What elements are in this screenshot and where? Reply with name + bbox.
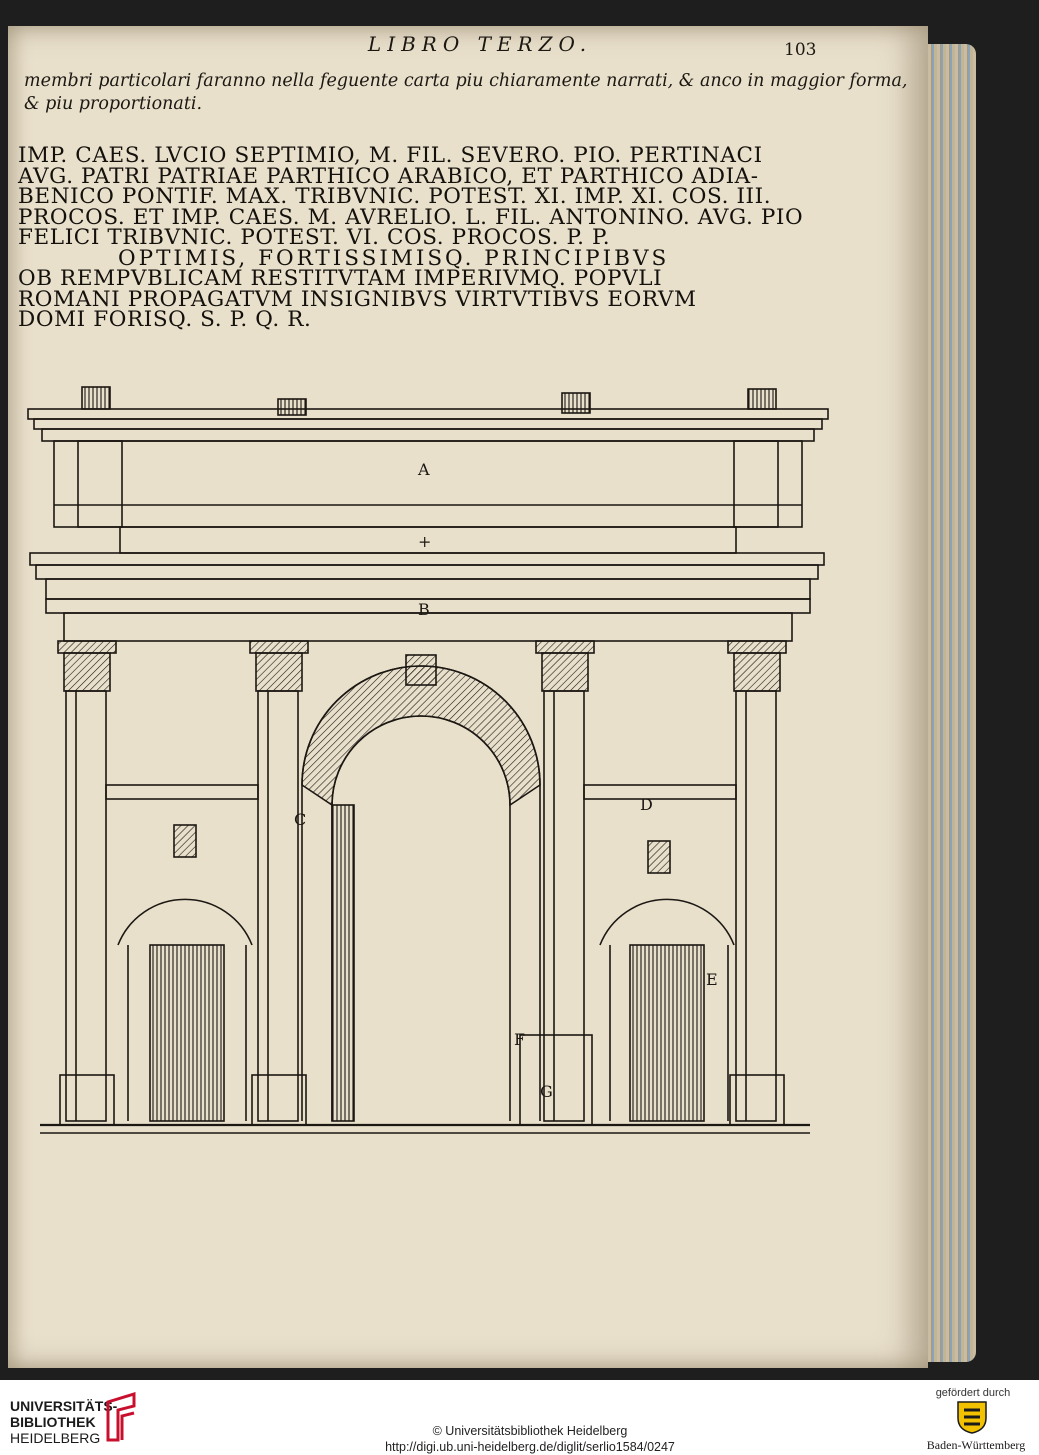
baden-wuerttemberg-crest-icon — [952, 1400, 992, 1434]
capital — [58, 641, 116, 653]
inscription-line: ROMANI PROPAGATVM INSIGNIBVS VIRTVTIBVS EORVM — [18, 286, 697, 312]
page-edges — [928, 44, 976, 1362]
attic-cornice — [28, 409, 828, 419]
pedestal — [520, 1035, 592, 1125]
funded-by-label: gefördert durch — [935, 1387, 1011, 1399]
library-name-line: BIBLIOTHEK — [10, 1414, 96, 1430]
library-name-line: HEIDELBERG — [10, 1430, 101, 1446]
attic-body — [54, 441, 802, 527]
column — [544, 691, 584, 1121]
intro-paragraph — [24, 70, 908, 116]
library-logo-text — [10, 1398, 117, 1446]
side-arch — [118, 899, 252, 945]
arch-engraving — [20, 385, 835, 1160]
intro-line: & piu proportionati. — [24, 94, 203, 114]
inscription-line: IMP. CAES. LVCIO SEPTIMIO, M. FIL. SEVERO. PIO. PERTINACI — [18, 143, 763, 168]
label-c: C — [294, 810, 307, 829]
statue-base — [562, 393, 590, 413]
column — [736, 691, 776, 1121]
capital — [728, 641, 786, 653]
permalink[interactable]: http://digi.ub.uni-heidelberg.de/diglit/serlio1584/0247 — [385, 1440, 675, 1454]
funder-name: Baden-Württemberg — [926, 1438, 1026, 1452]
label-cross: + — [418, 532, 432, 551]
inscription-line: OPTIMIS, FORTISSIMISQ. PRINCIPIBVS — [118, 245, 670, 271]
inscription-line: DOMI FORISQ. S. P. Q. R. — [18, 307, 312, 332]
inscription-line: PROCOS. ET IMP. CAES. M. AVRELIO. L. FIL. ANTONINO. AVG. PIO — [18, 204, 804, 230]
label-b: B — [418, 600, 430, 619]
inscription-line: FELICI TRIBVNIC. POTEST. VI. COS. PROCOS. P. P. — [18, 225, 611, 250]
side-arch — [600, 899, 734, 945]
label-g: G — [540, 1082, 553, 1101]
statue-base — [82, 387, 110, 409]
library-name-line: UNIVERSITÄTS- — [10, 1398, 118, 1414]
statue-base — [278, 399, 306, 415]
statue-base — [748, 389, 776, 409]
keystone — [406, 655, 436, 685]
label-e: E — [706, 970, 718, 989]
inscription-line: OB REMPVBLICAM RESTITVTAM IMPERIVMQ. POPVLI — [18, 266, 663, 291]
main-cornice — [30, 553, 824, 565]
label-f: F — [514, 1030, 526, 1049]
capital — [250, 641, 308, 653]
inscription-block — [18, 143, 848, 332]
inscription-line: AVG. PATRI PATRIAE PARTHICO ARABICO, ET PARTHICO ADIA- — [18, 163, 759, 189]
label-d: D — [640, 795, 653, 814]
page-number: 103 — [784, 40, 817, 60]
running-head: LIBRO TERZO. — [367, 32, 593, 56]
copyright-notice: © Universitätsbibliothek Heidelberg — [432, 1424, 628, 1438]
intro-line: membri particolari faranno nella feguente carta piu chiaramente narrati, & anco in maggior forma, — [24, 71, 908, 91]
column — [66, 691, 106, 1121]
column — [258, 691, 298, 1121]
label-a: A — [418, 460, 430, 479]
library-logo-icon — [104, 1392, 138, 1444]
capital — [536, 641, 594, 653]
inscription-line: BENICO PONTIF. MAX. TRIBVNIC. POTEST. XI. IMP. XI. COS. III. — [18, 184, 772, 209]
